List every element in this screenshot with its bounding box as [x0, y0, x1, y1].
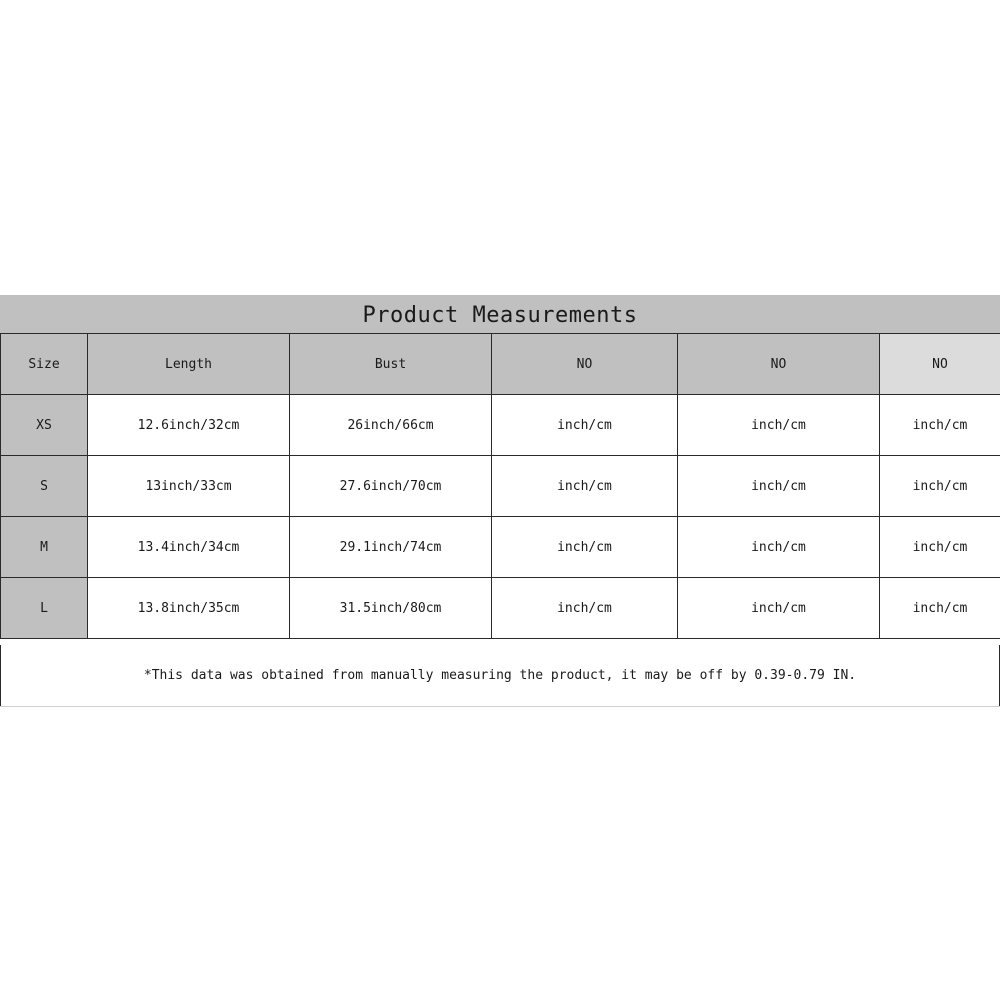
no-1-value: inch/cm — [492, 578, 678, 639]
size-chart — [0, 295, 1000, 707]
header-no-3: NO — [880, 334, 1000, 395]
size-label: L — [1, 578, 88, 639]
no-2-value: inch/cm — [678, 517, 880, 578]
measurement-table — [0, 333, 1000, 639]
bust-value: 26inch/66cm — [290, 395, 492, 456]
bust-value: 29.1inch/74cm — [290, 517, 492, 578]
size-label: S — [1, 456, 88, 517]
length-value: 13.8inch/35cm — [88, 578, 290, 639]
bust-value: 27.6inch/70cm — [290, 456, 492, 517]
no-1-value: inch/cm — [492, 517, 678, 578]
table-row — [1, 578, 1000, 639]
header-no-1: NO — [492, 334, 678, 395]
bust-value: 31.5inch/80cm — [290, 578, 492, 639]
no-2-value: inch/cm — [678, 456, 880, 517]
length-value: 13inch/33cm — [88, 456, 290, 517]
length-value: 12.6inch/32cm — [88, 395, 290, 456]
table-row — [1, 395, 1000, 456]
no-3-value: inch/cm — [880, 517, 1000, 578]
length-value: 13.4inch/34cm — [88, 517, 290, 578]
no-3-value: inch/cm — [880, 578, 1000, 639]
header-size: Size — [1, 334, 88, 395]
header-bust: Bust — [290, 334, 492, 395]
size-label: M — [1, 517, 88, 578]
header-length: Length — [88, 334, 290, 395]
size-label: XS — [1, 395, 88, 456]
no-3-value: inch/cm — [880, 456, 1000, 517]
no-1-value: inch/cm — [492, 456, 678, 517]
no-2-value: inch/cm — [678, 578, 880, 639]
header-no-2: NO — [678, 334, 880, 395]
no-2-value: inch/cm — [678, 395, 880, 456]
header-row — [1, 334, 1000, 395]
chart-title: Product Measurements — [0, 295, 1000, 333]
measurement-disclaimer: *This data was obtained from manually measuring the product, it may be off by 0.39-0.79 IN. — [0, 645, 1000, 706]
no-3-value: inch/cm — [880, 395, 1000, 456]
table-row — [1, 517, 1000, 578]
table-row — [1, 456, 1000, 517]
no-1-value: inch/cm — [492, 395, 678, 456]
